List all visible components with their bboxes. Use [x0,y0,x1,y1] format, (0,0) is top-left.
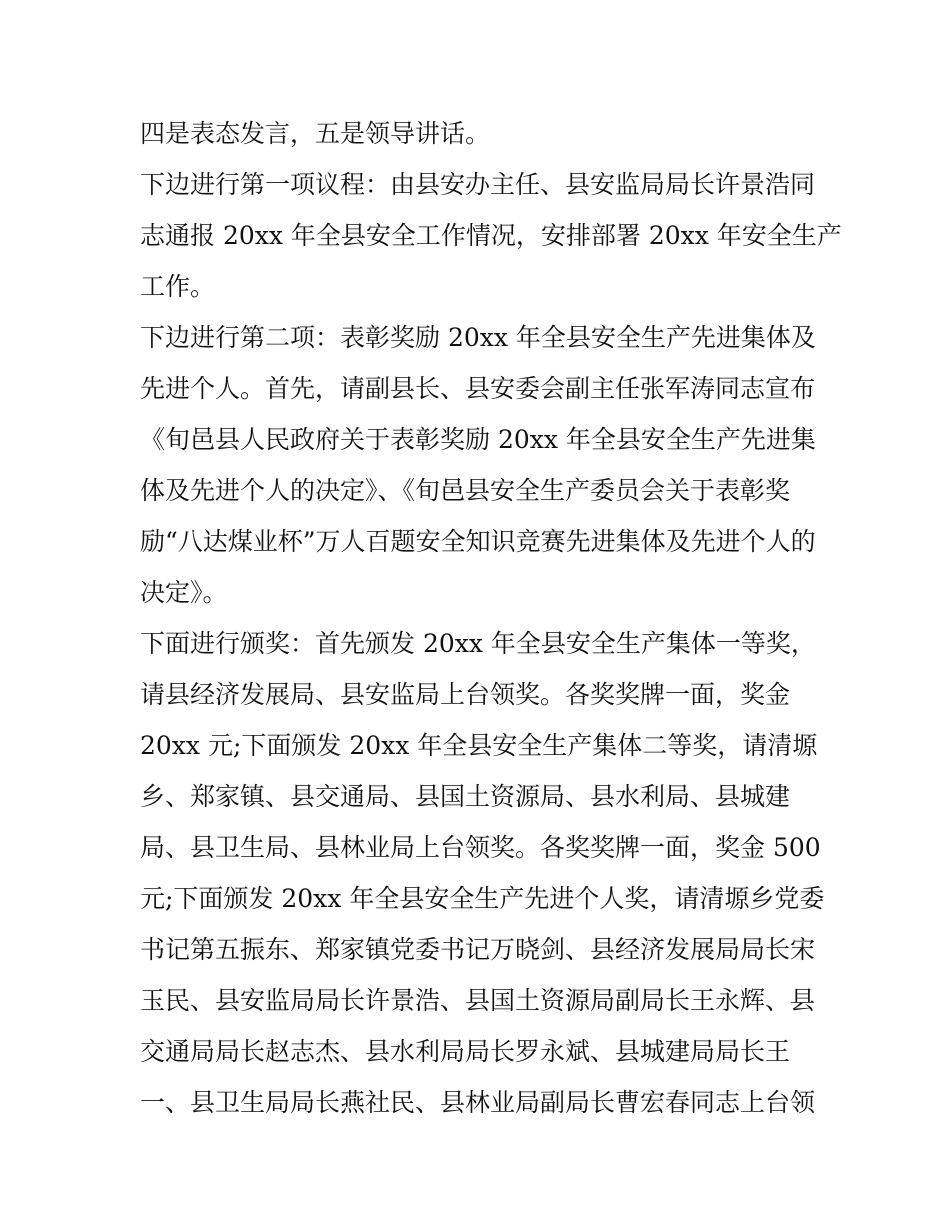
text-line: 局、县卫生局、县林业局上台领奖。各奖奖牌一面，奖金 500 [140,833,821,862]
text-line: 决定》。 [140,578,228,607]
text-line: 20xx 元;下面颁发 20xx 年全县安全生产集体二等奖，请清塬 [140,731,818,760]
text-line: 四是表态发言，五是领导讲话。 [140,119,491,148]
text-line: 交通局局长赵志杰、县水利局局长罗永斌、县城建局局长王 [140,1037,791,1066]
text-line: 请县经济发展局、县安监局上台领奖。各奖奖牌一面，奖金 [140,680,791,709]
text-line: 一、县卫生局局长燕社民、县林业局副局长曹宏春同志上台领 [140,1088,816,1117]
document-body [140,108,842,1128]
text-line: 下边进行第二项：表彰奖励 20xx 年全县安全生产先进集体及 [140,323,816,352]
text-line: 先进个人。首先，请副县长、县安委会副主任张军涛同志宣布 [140,374,816,403]
text-line: 《旬邑县人民政府关于表彰奖励 20xx 年全县安全生产先进集 [140,425,816,454]
text-line: 书记第五振东、郑家镇党委书记万晓剑、县经济发展局局长宋 [140,935,816,964]
text-line: 玉民、县安监局局长许景浩、县国土资源局副局长王永辉、县 [140,986,816,1015]
text-line: 下面进行颁奖：首先颁发 20xx 年全县安全生产集体一等奖， [140,629,816,658]
text-line: 励“八达煤业杯”万人百题安全知识竞赛先进集体及先进个人的 [140,527,816,556]
text-line: 乡、郑家镇、县交通局、县国土资源局、县水利局、县城建 [140,782,791,811]
text-line: 体及先进个人的决定》、《旬邑县安全生产委员会关于表彰奖 [140,476,791,505]
text-line: 工作。 [140,272,216,301]
text-line: 下边进行第一项议程：由县安办主任、县安监局局长许景浩同 [140,170,816,199]
text-line: 志通报 20xx 年全县安全工作情况，安排部署 20xx 年安全生产 [140,221,842,250]
text-line: 元;下面颁发 20xx 年全县安全生产先进个人奖，请清塬乡党委 [140,884,825,913]
